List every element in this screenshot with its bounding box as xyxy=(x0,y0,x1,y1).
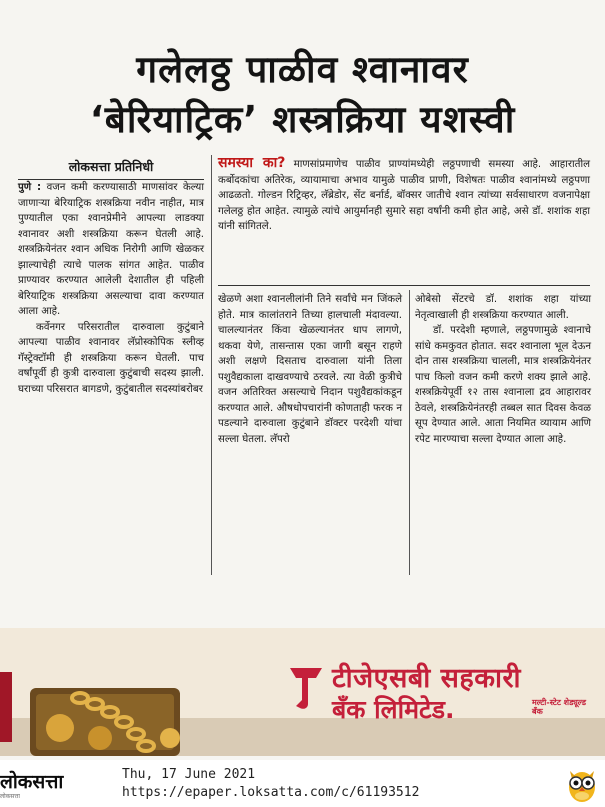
epaper-url[interactable]: https://epaper.loksatta.com/c/61193512 xyxy=(122,785,420,800)
column-divider xyxy=(211,155,212,575)
paragraph: डॉ. परदेशी म्हणाले, लठ्ठपणामुळे श्वानाचे सांधे कमकुवत होतात. सदर श्वानाला भूल देऊन दोन तास शस्त्रक्रिया चालली, मात्र शस्त्रक्रियेनंतर पाच किलो वजन कमी करणे शक्य झाले आहे. शस्त्रक्रियेपूर्वी १२ तास श्वानाला द्रव आहारावर ठेवले, शस्त्रक्रियेनंतरही तब्बल सात दिवस केवळ सूप देण्यात आले. आता नियमित व्यायाम आणि रपेट मारण्याचा सल्ला देण्यात आला आहे. xyxy=(415,325,591,445)
owl-icon xyxy=(566,765,598,803)
headline-line-2: ‘बेरियाट्रिक’ शस्त्रक्रिया यशस्वी xyxy=(89,98,516,141)
paragraph: ओबेसो सेंटरचे डॉ. शशांक शहा यांच्या नेतृत्वाखाली ही शस्त्रक्रिया करण्यात आली. xyxy=(415,294,591,321)
article-column-3 xyxy=(415,292,591,577)
article-column-2 xyxy=(218,292,402,577)
headline-line-1: गलेलठ्ठ पाळीव श्वानावर xyxy=(136,48,469,91)
gold-jewellery-icon xyxy=(0,668,210,756)
bank-name-line-1: टीजेएसबी सहकारी xyxy=(332,663,521,694)
bank-logo-icon xyxy=(286,664,326,710)
article-column-1 xyxy=(18,180,204,580)
section-divider xyxy=(218,285,590,286)
sidebar-text: माणसांप्रमाणेच पाळीव प्राण्यांमध्येही लठ्ठपणाची समस्या आहे. आहारातील कर्बोदकांचा अतिरेक, व्यायामाचा अभाव यामुळे पाळीव प्राणी, विशेषतः पाळीव श्वानांमध्ये लठ्ठपणा आढळतो. गोल्डन रिट्रिव्हर, लॅब्रेडोर, सेंट बर्नार्ड, बॉक्सर जातीचे श्वान त्यांच्या सर्वसाधारण वजनापेक्षा गलेलठ्ठ होत आहेत. त्यामुळे त्यांचे आयुर्मानही सुमारे सहा वर्षांनी कमी होत आहे, असे डॉ. शशांक शहा यांनी सांगितले. xyxy=(218,159,591,232)
bank-advertisement xyxy=(0,628,605,756)
byline: लोकसत्ता प्रतिनिधी xyxy=(18,156,204,180)
column-divider xyxy=(409,290,410,575)
sidebar-kicker: समस्या का? xyxy=(218,155,286,171)
bank-name-line-2: बँक लिमिटेड. xyxy=(332,695,455,724)
edition-date: Thu, 17 June 2021 xyxy=(122,767,256,782)
dateline: पुणे : xyxy=(18,182,42,193)
paragraph: खेळणे अशा श्वानलीलांनी तिने सर्वांचे मन जिंकले होते. मात्र कालांतराने तिच्या हालचाली मंदावल्या. चालल्यानंतर किंवा खेळल्यानंतर धाप लागणे, थकवा येणे, तासन्तास एका जागी बसून राहणे अशी लक्षणे दिसताच दारुवाला यांनी तिला पशुवैद्यकाला दाखवण्याचे ठरवले. त्या वेळी कुत्रीचे वजन अतिरिक्त असल्याचे निदान पशुवैद्यकांकडून करण्यात आले. औषधोपचारांनी कोणताही फरक न पडल्याने दारुवाला कुटुंबाने डॉक्टर परदेशी यांचा सल्ला घेतला. लॅपरो xyxy=(218,294,402,445)
paragraph: वजन कमी करण्यासाठी माणसांवर केल्या जाणाऱ्या बेरियाट्रिक शस्त्रक्रिया नवीन नाहीत, मात्र पुण्यातील एका श्वानप्रेमीने आपल्या लाडक्या श्वानावर अशी शस्त्रक्रिया करून घेतली आहे. शस्त्रक्रियेनंतर श्वान अधिक निरोगी आणि खेळकर झाल्याचेही त्याचे पालक सांगत आहेत. पाळीव प्राण्यावर करण्यात आलेली देशातील ही पहिली बेरियाट्रिक शस्त्रक्रिया असल्याचा दावा करण्यात आला आहे. xyxy=(18,182,204,317)
paragraph: कर्वेनगर परिसरातील दारुवाला कुटुंबाने आपल्या पाळीव श्वानावर लॅप्रोस्कोपिक स्लीव्ह गॅस्ट्रेक्टॉमी ही शस्त्रक्रिया करून घेतली. पाच वर्षांपूर्वी ही कुत्री दारुवाला कुटुंबाची सदस्य झाली. घराच्या परिसरात बागडणे, कुटुंबातील सदस्यांबरोबर xyxy=(18,321,204,395)
bank-tagline: मल्टी-स्टेट शेड्यूल्ड बँक xyxy=(532,698,587,716)
loksatta-logo-subtext: लोकसत्ता xyxy=(0,793,20,800)
loksatta-logo: लोकसत्ता xyxy=(0,771,64,793)
sidebar-box xyxy=(218,156,590,282)
epaper-footer xyxy=(0,760,605,807)
